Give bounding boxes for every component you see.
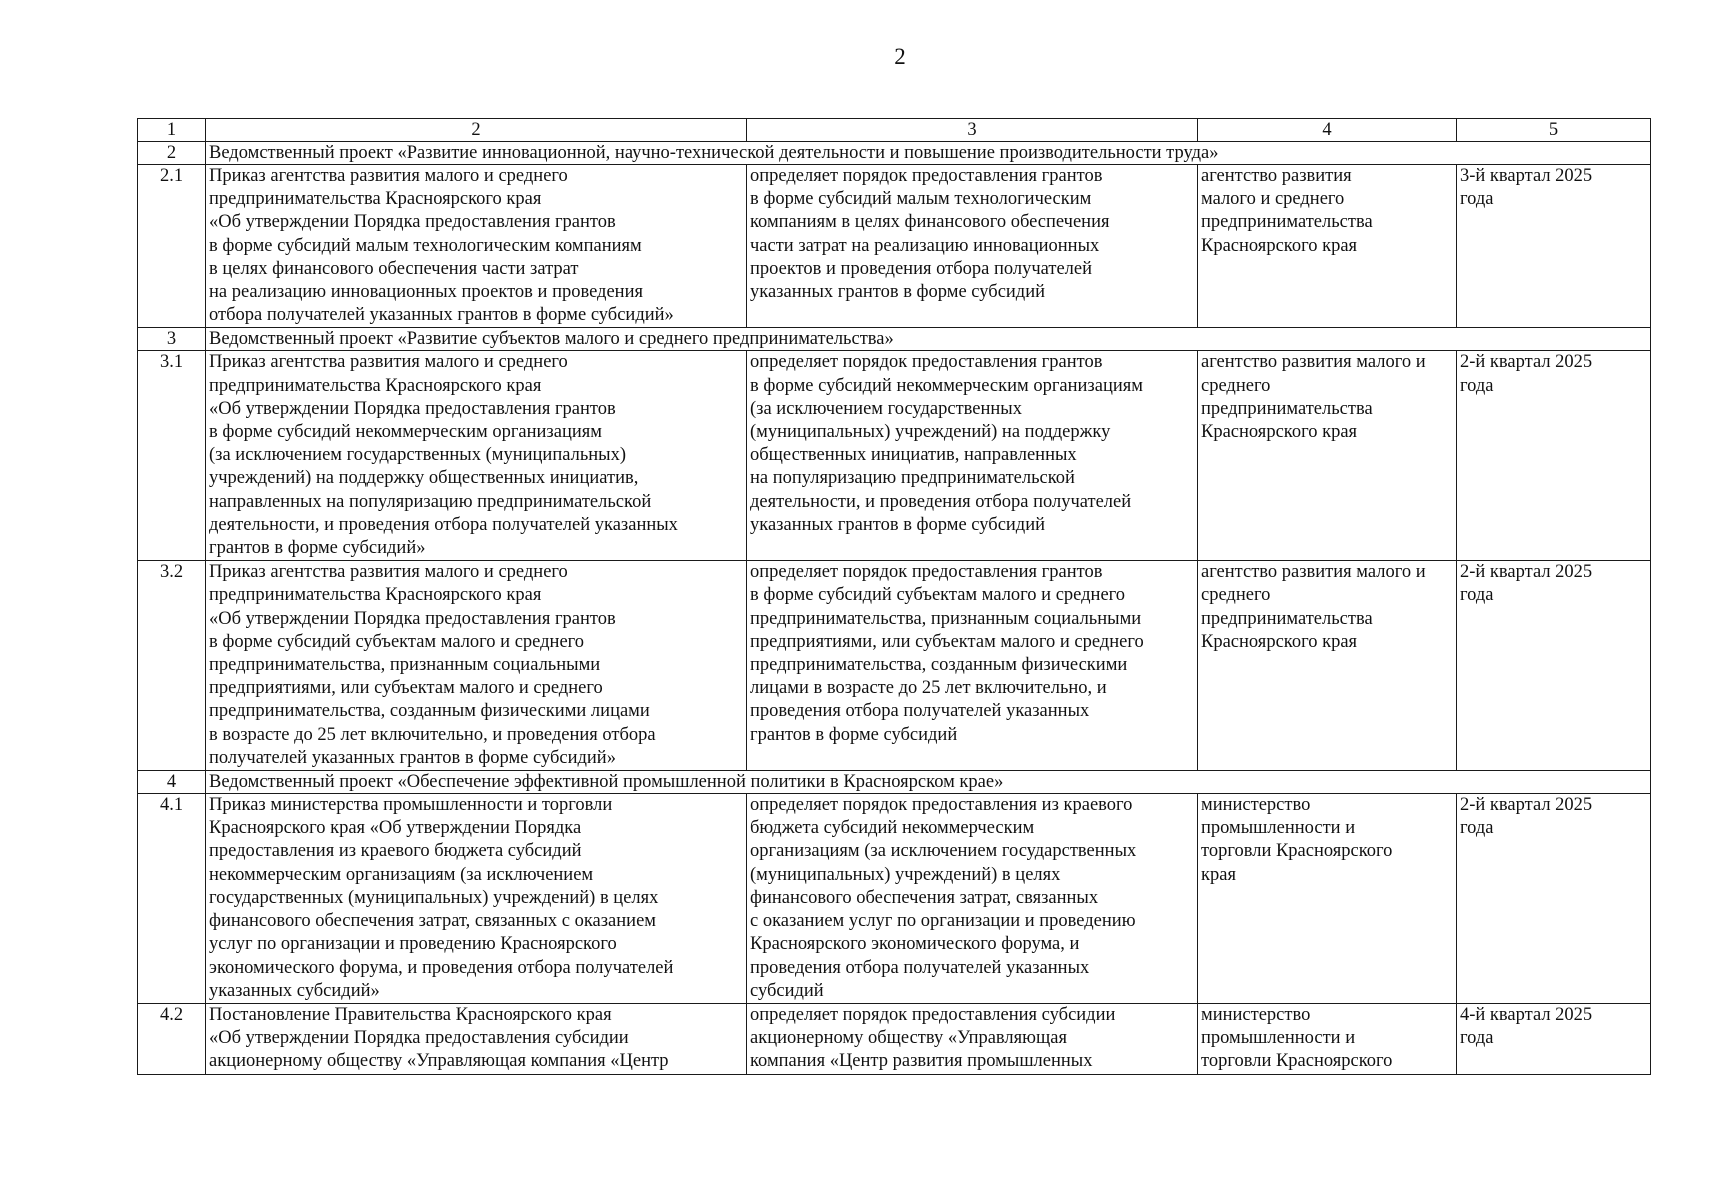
document-line: предпринимательства, созданным физическими лицами (209, 701, 650, 722)
deadline-line: года (1460, 818, 1494, 839)
column-number-2: 2 (206, 119, 747, 142)
purpose-line: в форме субсидий субъектам малого и среднего (750, 585, 1126, 606)
document-line: экономического форума, и проведения отбора получателей (209, 957, 674, 978)
column-number-row (138, 119, 1651, 142)
purpose-line: проведения отбора получателей указанных (750, 957, 1090, 978)
purpose-line: определяет порядок предоставления грантов (750, 166, 1103, 186)
document-line: предпринимательства Красноярского края (209, 375, 542, 396)
purpose-line: предпринимательства, созданным физическими (750, 655, 1128, 676)
executor-line: агентство развития малого и (1201, 562, 1426, 583)
document-cell (206, 165, 747, 328)
document-cell (206, 561, 747, 771)
table-body (138, 119, 1651, 1075)
section-number: 2 (138, 142, 206, 165)
deadline-line: года (1460, 1028, 1494, 1049)
document-line: Приказ агентства развития малого и среднего (209, 166, 568, 186)
document-line: в форме субсидий некоммерческим организациям (209, 422, 602, 443)
deadline-line: года (1460, 585, 1494, 606)
document-line: на реализацию инновационных проектов и проведения (209, 282, 643, 303)
table-row (138, 561, 1651, 771)
document-line: Приказ агентства развития малого и среднего (209, 562, 568, 583)
purpose-line: указанных грантов в форме субсидий (750, 282, 1046, 303)
document-line: в форме субсидий малым технологическим компаниям (209, 235, 642, 256)
executor-line: промышленности и (1201, 818, 1356, 839)
purpose-line: определяет порядок предоставления грантов (750, 352, 1103, 373)
purpose-cell (747, 794, 1198, 1004)
purpose-line: (за исключением государственных (750, 398, 1022, 419)
purpose-line: субсидий (750, 980, 824, 1001)
document-line: «Об утверждении Порядка предоставления грантов (209, 398, 616, 419)
document-cell (206, 351, 747, 561)
column-number-1: 1 (138, 119, 206, 142)
purpose-line: акционерному обществу «Управляющая (750, 1028, 1067, 1049)
purpose-line: указанных грантов в форме субсидий (750, 514, 1046, 535)
column-number-5: 5 (1457, 119, 1651, 142)
purpose-line: бюджета субсидий некоммерческим (750, 818, 1035, 839)
executor-cell (1198, 561, 1457, 771)
purpose-line: организациям (за исключением государственных (750, 841, 1137, 862)
purpose-line: (муниципальных) учреждений) в целях (750, 864, 1061, 885)
executor-line: предпринимательства (1201, 398, 1373, 419)
deadline-cell (1457, 794, 1651, 1004)
purpose-cell (747, 561, 1198, 771)
executor-line: Красноярского края (1201, 422, 1358, 443)
section-row (138, 142, 1651, 165)
plan-table (137, 118, 1651, 1075)
purpose-line: части затрат на реализацию инновационных (750, 235, 1100, 256)
purpose-line: определяет порядок предоставления из краевого (750, 795, 1133, 816)
document-line: в целях финансового обеспечения части затрат (209, 258, 579, 279)
deadline-line: года (1460, 375, 1494, 396)
executor-cell (1198, 794, 1457, 1004)
document-line: отбора получателей указанных грантов в форме субсидий» (209, 305, 674, 326)
document-cell (206, 794, 747, 1004)
item-number: 4.2 (138, 1003, 206, 1074)
table-row (138, 165, 1651, 328)
deadline-cell (1457, 561, 1651, 771)
section-row (138, 328, 1651, 351)
document-line: финансового обеспечения затрат, связанных с оказанием (209, 911, 656, 932)
executor-line: агентство развития (1201, 166, 1352, 186)
deadline-line: 2-й квартал 2025 (1460, 562, 1593, 583)
document-line: некоммерческим организациям (за исключением (209, 864, 594, 885)
executor-line: министерство (1201, 795, 1311, 816)
document-line: Приказ министерства промышленности и торговли (209, 795, 613, 816)
deadline-line: 3-й квартал 2025 (1460, 166, 1593, 186)
table-row (138, 351, 1651, 561)
document-line: деятельности, и проведения отбора получателей указанных (209, 514, 678, 535)
section-row (138, 771, 1651, 794)
purpose-line: в форме субсидий некоммерческим организациям (750, 375, 1143, 396)
purpose-line: предпринимательства, признанным социальными (750, 608, 1142, 629)
document-line: «Об утверждении Порядка предоставления грантов (209, 212, 616, 233)
document-line: в возрасте до 25 лет включительно, и проведения отбора (209, 724, 656, 745)
purpose-line: деятельности, и проведения отбора получателей (750, 491, 1132, 512)
executor-cell (1198, 165, 1457, 328)
section-title: Ведомственный проект «Обеспечение эффективной промышленной политики в Красноярском крае» (209, 772, 1004, 793)
section-title-cell (206, 328, 1651, 351)
section-title: Ведомственный проект «Развитие субъектов малого и среднего предпринимательства» (209, 329, 894, 350)
page-number: 2 (894, 44, 906, 69)
executor-line: малого и среднего (1201, 189, 1345, 210)
deadline-cell (1457, 165, 1651, 328)
purpose-cell (747, 1003, 1198, 1074)
purpose-line: компания «Центр развития промышленных (750, 1051, 1093, 1072)
purpose-line: предприятиями, или субъектам малого и среднего (750, 631, 1144, 652)
executor-line: среднего (1201, 585, 1271, 606)
document-line: Приказ агентства развития малого и среднего (209, 352, 568, 373)
executor-line: торговли Красноярского (1201, 1051, 1393, 1072)
document-line: направленных на популяризацию предпринимательской (209, 491, 652, 512)
document-line: предпринимательства Красноярского края (209, 585, 542, 606)
document-cell (206, 1003, 747, 1074)
executor-cell (1198, 351, 1457, 561)
document-line: услуг по организации и проведению Красноярского (209, 934, 617, 955)
deadline-cell (1457, 1003, 1651, 1074)
purpose-line: компаниям в целях финансового обеспечения (750, 212, 1110, 233)
document-line: «Об утверждении Порядка предоставления субсидии (209, 1028, 629, 1049)
deadline-line: 2-й квартал 2025 (1460, 352, 1593, 373)
column-number-4: 4 (1198, 119, 1457, 142)
executor-line: промышленности и (1201, 1028, 1356, 1049)
document-line: «Об утверждении Порядка предоставления грантов (209, 608, 616, 629)
document-line: государственных (муниципальных) учреждений) в целях (209, 887, 659, 908)
purpose-line: грантов в форме субсидий (750, 724, 958, 745)
purpose-line: на популяризацию предпринимательской (750, 468, 1075, 489)
deadline-line: 2-й квартал 2025 (1460, 795, 1593, 816)
purpose-line: в форме субсидий малым технологическим (750, 189, 1092, 210)
column-number-3: 3 (747, 119, 1198, 142)
document-line: получателей указанных грантов в форме субсидий» (209, 747, 616, 768)
table-row (138, 1003, 1651, 1074)
executor-line: Красноярского края (1201, 235, 1358, 256)
purpose-line: лицами в возрасте до 25 лет включительно, и (750, 678, 1107, 699)
executor-line: края (1201, 864, 1236, 885)
executor-line: предпринимательства (1201, 212, 1373, 233)
document-line: Постановление Правительства Красноярского края (209, 1004, 612, 1025)
executor-line: министерство (1201, 1004, 1311, 1025)
executor-line: Красноярского края (1201, 631, 1358, 652)
document-line: предпринимательства Красноярского края (209, 189, 542, 210)
section-title-cell (206, 142, 1651, 165)
purpose-line: общественных инициатив, направленных (750, 445, 1077, 466)
document-line: предприятиями, или субъектам малого и среднего (209, 678, 603, 699)
document-line: указанных субсидий» (209, 980, 380, 1001)
document-line: грантов в форме субсидий» (209, 538, 426, 559)
executor-line: торговли Красноярского (1201, 841, 1393, 862)
document-line: в форме субсидий субъектам малого и среднего (209, 631, 585, 652)
executor-cell (1198, 1003, 1457, 1074)
section-number: 3 (138, 328, 206, 351)
document-line: акционерному обществу «Управляющая компания «Центр (209, 1051, 669, 1072)
deadline-line: 4-й квартал 2025 (1460, 1004, 1593, 1025)
table-row (138, 794, 1651, 1004)
purpose-line: проведения отбора получателей указанных (750, 701, 1090, 722)
document-line: предпринимательства, признанным социальными (209, 655, 601, 676)
purpose-line: Красноярского экономического форума, и (750, 934, 1080, 955)
purpose-line: финансового обеспечения затрат, связанных (750, 887, 1099, 908)
section-title: Ведомственный проект «Развитие инновационной, научно-технической деятельности и повышение производительности труда» (209, 143, 1219, 163)
item-number: 3.2 (138, 561, 206, 771)
deadline-line: года (1460, 189, 1494, 210)
item-number: 2.1 (138, 165, 206, 328)
purpose-line: определяет порядок предоставления субсидии (750, 1004, 1116, 1025)
purpose-cell (747, 165, 1198, 328)
section-number: 4 (138, 771, 206, 794)
section-title-cell (206, 771, 1651, 794)
item-number: 3.1 (138, 351, 206, 561)
executor-line: предпринимательства (1201, 608, 1373, 629)
purpose-line: определяет порядок предоставления грантов (750, 562, 1103, 583)
purpose-line: проектов и проведения отбора получателей (750, 258, 1093, 279)
purpose-cell (747, 351, 1198, 561)
purpose-line: (муниципальных) учреждений) на поддержку (750, 422, 1111, 443)
document-line: Красноярского края «Об утверждении Порядка (209, 818, 582, 839)
document-line: (за исключением государственных (муниципальных) (209, 445, 627, 466)
document-line: учреждений) на поддержку общественных инициатив, (209, 468, 639, 489)
document-line: предоставления из краевого бюджета субсидий (209, 841, 582, 862)
executor-line: среднего (1201, 375, 1271, 396)
item-number: 4.1 (138, 794, 206, 1004)
purpose-line: с оказанием услуг по организации и проведению (750, 911, 1136, 932)
deadline-cell (1457, 351, 1651, 561)
executor-line: агентство развития малого и (1201, 352, 1426, 373)
